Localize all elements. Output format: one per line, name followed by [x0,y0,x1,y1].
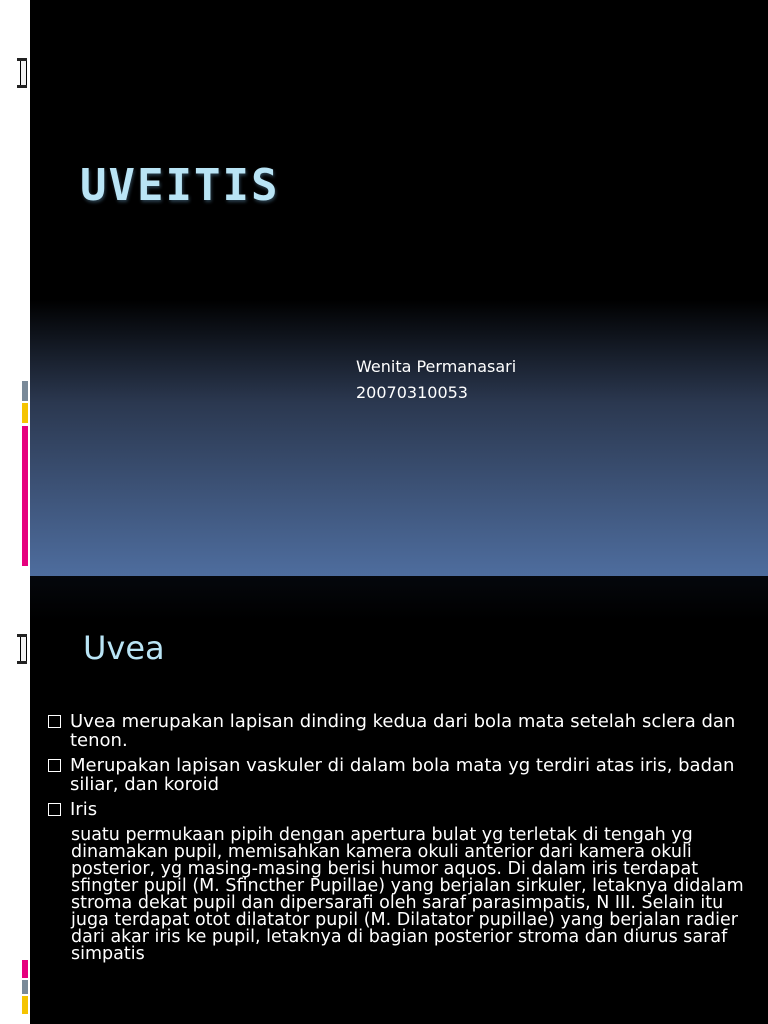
slide2-corner-marker [17,634,27,664]
accent-bar-yellow-2 [22,996,28,1014]
accent-bar-yellow [22,403,28,423]
checkbox-bullet-icon [48,803,61,816]
title-slide [30,0,768,576]
accent-bar-gray-2 [22,980,28,994]
content-slide [30,576,768,1024]
author-id: 20070310053 [356,383,468,402]
checkbox-bullet-icon [48,759,61,772]
list-item [46,756,758,794]
iris-description: suatu permukaan pipih dengan apertura bulat yg terletak di tengah yg dinamakan pupil, memisahkan kamera okuli anterior dari kamera okuli posterior, yg masing-masing berisi humor aquos. Di dalam iris terdapat sfingter pupil (M. Sfincther Pupillae) yang berjalan sirkuler, letaknya didalam stroma dekat pupil dan dipersarafi oleh saraf parasimpatis, N III. Selain itu juga terdapat otot dilatator pupil (M. Dilatator pupillae) yang berjalan radier dari akar iris ke pupil, letaknya di bagian posterior stroma dan diurus saraf simpatis [71,825,744,964]
accent-bar-magenta [22,426,28,566]
slide-title: UVEITIS [80,160,280,211]
list-item-text: Merupakan lapisan vaskuler di dalam bola mata yg terdiri atas iris, badan siliar, dan koroid [70,755,735,795]
slide1-corner-marker [17,58,27,88]
bullet-list [46,712,758,963]
list-item [46,712,758,750]
accent-bar-gray [22,381,28,401]
slide-heading: Uvea [83,629,165,667]
list-item-text: Uvea merupakan lapisan dinding kedua dari bola mata setelah sclera dan tenon. [70,711,736,751]
author-name: Wenita Permanasari [356,357,517,376]
accent-bar-magenta-2 [22,960,28,978]
list-item [46,800,758,819]
author-block [356,354,516,406]
list-item-text: Iris [70,799,98,820]
checkbox-bullet-icon [48,715,61,728]
